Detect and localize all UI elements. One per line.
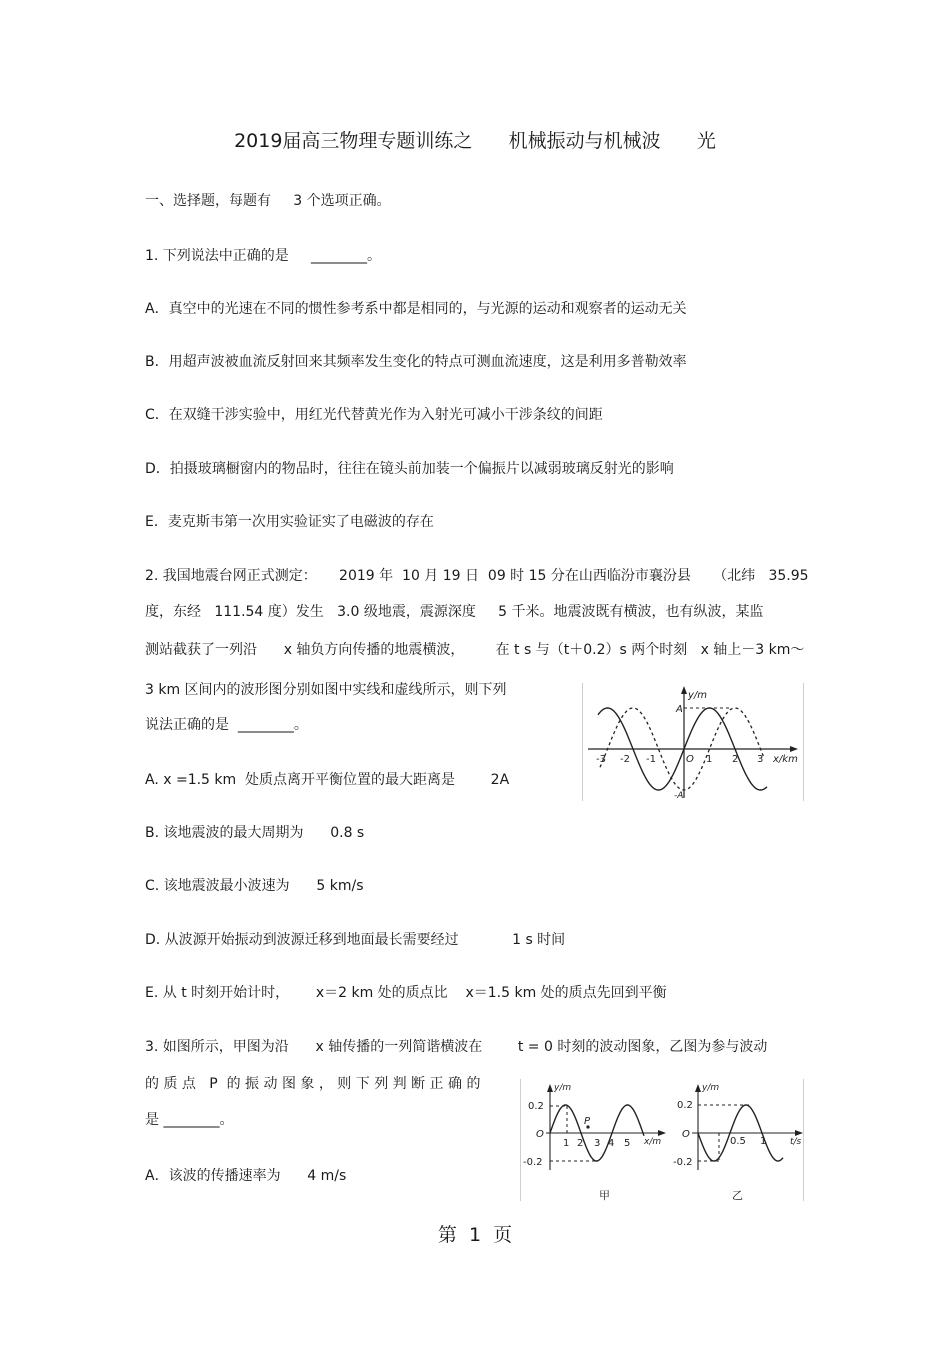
caption-jia: 甲	[599, 1189, 610, 1202]
q3-line-3: 是 ________。	[145, 1112, 234, 1128]
y-axis-label: y/m	[688, 690, 708, 701]
q2-option-c: C. 该地震波最小波速为 5 km/s	[145, 878, 364, 894]
y-axis-arrow-icon	[681, 686, 687, 694]
origin-label: O	[682, 1129, 690, 1140]
q1-option-a: A．真空中的光速在不同的惯性参考系中都是相同的，与光源的运动和观察者的运动无关	[145, 301, 687, 317]
section-heading: 一、选择题，每题有 3 个选项正确。	[145, 193, 391, 209]
q2-option-a: A. x =1.5 km 处质点离开平衡位置的最大距离是 2A	[145, 772, 510, 788]
page-title: 2019届高三物理专题训练之 机械振动与机械波 光	[234, 130, 716, 152]
q2-line-1: 2. 我国地震台网正式测定： 2019 年 10 月 19 日 09 时 15 分在山西临汾市襄汾县 （北纬 35.95	[145, 568, 809, 584]
origin-label: O	[536, 1129, 544, 1140]
y-bottom-label: -0.2	[523, 1157, 543, 1168]
y-top-label: 0.2	[528, 1101, 544, 1112]
q2-line-4: 3 km 区间内的波形图分别如图中实线和虚线所示，则下列	[145, 682, 507, 698]
q2-wave-figure	[582, 682, 804, 802]
tick-label: 0.5	[730, 1136, 746, 1147]
origin-label: O	[686, 754, 694, 765]
tick-label: -3	[596, 754, 606, 765]
q1-stem: 1. 下列说法中正确的是 ________。	[145, 248, 382, 264]
y-axis-label: y/m	[702, 1083, 720, 1093]
tick-label: 5	[624, 1138, 631, 1149]
tick-label: 1	[760, 1136, 767, 1147]
q3-figures	[520, 1078, 804, 1204]
q1-option-d: D．拍摄玻璃橱窗内的物品时，往往在镜头前加装一个偏振片以减弱玻璃反射光的影响	[145, 461, 674, 477]
tick-label: 2	[732, 754, 739, 765]
tick-label: 1	[563, 1138, 570, 1149]
x-axis-label: x/km	[773, 754, 798, 765]
tick-label: -1	[646, 754, 656, 765]
q3-line-1: 3. 如图所示，甲图为沿 x 轴传播的一列简谐横波在 t = 0 时刻的波动图象，乙图为参与波动	[145, 1039, 768, 1055]
q2-line-3: 测站截获了一列沿 x 轴负方向传播的地震横波， 在 t s 与（t＋0.2）s 两个时刻 x 轴上－3 km～	[145, 642, 805, 658]
tick-label: 1	[706, 754, 713, 765]
fig-jia	[523, 1083, 666, 1202]
tick-label: -2	[620, 754, 630, 765]
y-axis-arrow-icon	[695, 1084, 701, 1092]
x-axis-label: x/m	[644, 1137, 662, 1147]
q2-option-d: D. 从波源开始振动到波源迁移到地面最长需要经过 1 s 时间	[145, 932, 566, 948]
y-axis-arrow-icon	[547, 1084, 553, 1092]
q2-option-b: B. 该地震波的最大周期为 0.8 s	[145, 825, 365, 841]
y-axis-label: y/m	[554, 1083, 572, 1093]
q2-line-5: 说法正确的是 ________。	[145, 717, 308, 733]
page-footer: 第 1 页	[437, 1224, 513, 1246]
q1-option-c: C．在双缝干涉实验中，用红光代替黄光作为入射光可减小干涉条纹的间距	[145, 407, 603, 423]
caption-yi: 乙	[732, 1189, 743, 1202]
tick-label: 4	[608, 1138, 615, 1149]
q1-option-b: B．用超声波被血流反射回来其频率发生变化的特点可测血流速度，这是利用多普勒效率	[145, 354, 687, 370]
point-label: P	[584, 1116, 591, 1127]
fig-yi	[673, 1083, 803, 1202]
q1-option-e: E．麦克斯韦第一次用实验证实了电磁波的存在	[145, 514, 434, 530]
amp-top-label: A	[676, 704, 683, 715]
tick-label: 2	[577, 1138, 584, 1149]
q2-line-2: 度，东经 111.54 度）发生 3.0 级地震，震源深度 5 千米。地震波既有横波，也有纵波，某监	[145, 604, 764, 620]
x-axis-arrow-icon	[790, 746, 798, 752]
tick-label: 3	[757, 754, 764, 765]
x-axis-label: t/s	[790, 1137, 802, 1147]
y-top-label: 0.2	[677, 1100, 693, 1111]
x-axis-arrow-icon	[795, 1130, 803, 1136]
q3-option-a: A．该波的传播速率为 4 m/s	[145, 1168, 347, 1184]
y-bottom-label: -0.2	[673, 1157, 693, 1168]
q3-line-2: 的 质 点 P 的 振 动 图 象 ， 则 下 列 判 断 正 确 的	[145, 1076, 481, 1092]
q2-option-e: E. 从 t 时刻开始计时， x＝2 km 处的质点比 x＝1.5 km 处的质点先回到平衡	[145, 985, 667, 1001]
x-axis-arrow-icon	[658, 1130, 666, 1136]
amp-bottom-label: -A	[674, 791, 684, 801]
tick-label: 3	[594, 1138, 601, 1149]
